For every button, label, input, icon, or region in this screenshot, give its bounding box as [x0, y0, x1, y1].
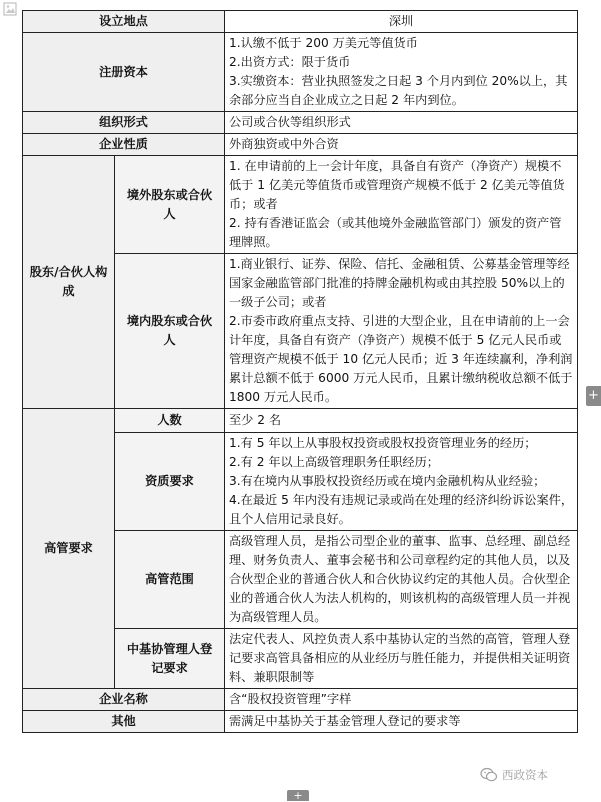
- domestic-label: 境内股东或合伙人: [115, 254, 225, 409]
- executives-label: 高管要求: [23, 409, 115, 689]
- overseas-line-1: 1. 在申请前的上一会计年度，具备自有资产（净资产）规模不低于 1 亿美元等值货币或管理资产规模不低于 2 亿美元等值货币；或者: [229, 159, 565, 211]
- overseas-line-2: 2. 持有香港证监会（或其他境外金融监管部门）颁发的资产管理牌照。: [229, 216, 562, 249]
- nature-value: 外商独资或中外合资: [225, 134, 578, 156]
- exec-count-value: 至少 2 名: [225, 409, 578, 433]
- row-company-name: [23, 689, 578, 711]
- shareholders-label: 股东/合伙人构成: [23, 156, 115, 409]
- overseas-label: 境外股东或合伙人: [115, 156, 225, 254]
- row-nature: [23, 134, 578, 156]
- scope-value: 高级管理人员，是指公司型企业的董事、监事、总经理、副总经理、财务负责人、董事会秘书和公司章程约定的其他人员，以及合伙型企业的普通合伙人和合伙协议约定的其他人员。合伙型企业的普通合伙人为法人机构的，则该机构的高级管理人员一并视为高级管理人员。: [225, 531, 578, 629]
- capital-line-2: 2.出资方式：限于货币: [229, 55, 351, 69]
- org-form-label: 组织形式: [23, 112, 225, 134]
- org-form-value: 公司或合伙等组织形式: [225, 112, 578, 134]
- row-org-form: [23, 112, 578, 134]
- domestic-line-1: 1.商业银行、证券、保险、信托、金融租赁、公募基金管理等经国家金融监管部门批准的持牌金融机构或由其控股 50%以上的一级子公司；或者: [229, 257, 570, 309]
- domestic-line-2: 2.市委市政府重点支持、引进的大型企业，且在申请前的上一会计年度，具备自有资产（净资产）规模不低于 5 亿元人民币或管理资产规模不低于 10 亿元人民币；近 3 年连续赢利，净利润累计总额不低于 6000 万元人民币，且累计缴纳税收总额不低于 1800 万元人民币。: [229, 314, 573, 404]
- domestic-value: [225, 254, 578, 409]
- other-label: 其他: [23, 711, 225, 733]
- company-name-value: 含“股权投资管理”字样: [225, 689, 578, 711]
- image-placeholder-icon: [3, 2, 17, 16]
- qualification-value: [225, 433, 578, 531]
- capital-label: 注册资本: [23, 33, 225, 112]
- row-overseas: [23, 156, 578, 254]
- qualification-line-1: 1.有 5 年以上从事股权投资或股权投资管理业务的经历；: [229, 436, 537, 450]
- capital-line-1: 1.认缴不低于 200 万美元等值货币: [229, 36, 418, 50]
- watermark-text: 西政资本: [502, 768, 548, 782]
- row-other: [23, 711, 578, 733]
- capital-line-3: 3.实缴资本：营业执照签发之日起 3 个月内到位 20%以上，其余部分应当自企业成立之日起 2 年内到位。: [229, 74, 568, 107]
- watermark: [480, 765, 548, 785]
- nature-label: 企业性质: [23, 134, 225, 156]
- qualification-line-3: 3.有在境内从事股权投资经历或在境内金融机构从业经验；: [229, 474, 546, 488]
- registration-label: 中基协管理人登记要求: [115, 629, 225, 689]
- overseas-value: [225, 156, 578, 254]
- capital-value: [225, 33, 578, 112]
- row-exec-count: [23, 409, 578, 433]
- side-expand-button[interactable]: +: [586, 386, 601, 406]
- row-capital: [23, 33, 578, 112]
- location-label: 设立地点: [23, 11, 225, 33]
- row-location: [23, 11, 578, 33]
- bottom-expand-button[interactable]: +: [287, 790, 309, 801]
- requirements-table: [22, 10, 578, 733]
- qualification-line-2: 2.有 2 年以上高级管理职务任职经历；: [229, 455, 439, 469]
- scope-label: 高管范围: [115, 531, 225, 629]
- exec-count-label: 人数: [115, 409, 225, 433]
- qualification-line-4: 4.在最近 5 年内没有违规记录或尚在处理的经济纠纷诉讼案件，且个人信用记录良好。: [229, 493, 574, 526]
- registration-value: 法定代表人、风控负责人系中基协认定的当然的高管，管理人登记要求高管具备相应的从业经历与胜任能力，并提供相关证明资料、兼职限制等: [225, 629, 578, 689]
- wechat-icon: [480, 767, 498, 783]
- qualification-label: 资质要求: [115, 433, 225, 531]
- other-value: 需满足中基协关于基金管理人登记的要求等: [225, 711, 578, 733]
- location-value: 深圳: [225, 11, 578, 33]
- company-name-label: 企业名称: [23, 689, 225, 711]
